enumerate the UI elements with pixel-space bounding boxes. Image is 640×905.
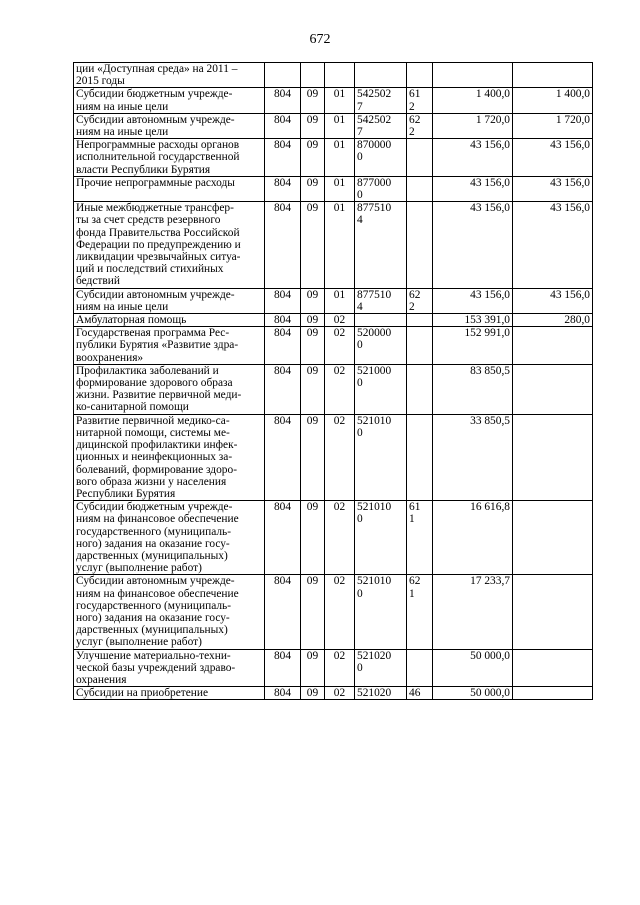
section-code-cell: 09 (301, 176, 325, 201)
table-row (74, 63, 593, 88)
ministry-code-cell: 804 (265, 314, 301, 327)
expense-type-cell: 61 1 (407, 501, 433, 575)
amount-federal-cell (513, 687, 593, 700)
budget-table (73, 62, 593, 700)
table-row (74, 202, 593, 288)
ministry-code-cell: 804 (265, 113, 301, 138)
section-code-cell: 09 (301, 139, 325, 177)
amount-federal-cell: 43 156,0 (513, 202, 593, 288)
target-article-cell: 521020 0 (355, 649, 407, 687)
amount-federal-cell (513, 649, 593, 687)
subsection-code-cell: 02 (325, 314, 355, 327)
expense-name-cell: Развитие первичной медико-са- нитарной помощи, системы ме- дицинской профилактики инфек- ционных и неинфекционных за- болеваний, формирование здоро- вого образа жизни у населения Республики Бурятия (74, 414, 265, 500)
amount-federal-cell (513, 63, 593, 88)
expense-type-cell (407, 327, 433, 365)
expense-name-cell: Субсидии автономным учрежде- ниям на финансовое обеспечение государственного (муниципаль- ного) задания на оказание госу- дарственных (муниципальных) услуг (выполнение работ) (74, 575, 265, 649)
section-code-cell: 09 (301, 501, 325, 575)
subsection-code-cell: 01 (325, 88, 355, 113)
section-code-cell: 09 (301, 88, 325, 113)
section-code-cell: 09 (301, 575, 325, 649)
amount-total-cell: 1 720,0 (433, 113, 513, 138)
target-article-cell: 877000 0 (355, 176, 407, 201)
amount-federal-cell (513, 364, 593, 414)
expense-type-cell (407, 176, 433, 201)
ministry-code-cell: 804 (265, 139, 301, 177)
subsection-code-cell: 02 (325, 649, 355, 687)
expense-name-cell: Субсидии автономным учрежде- ниям на иные цели (74, 113, 265, 138)
ministry-code-cell: 804 (265, 202, 301, 288)
expense-name-cell: Субсидии на приобретение (74, 687, 265, 700)
target-article-cell: 521000 0 (355, 364, 407, 414)
ministry-code-cell: 804 (265, 575, 301, 649)
target-article-cell: 521010 0 (355, 414, 407, 500)
expense-name-cell: Профилактика заболеваний и формирование здорового образа жизни. Развитие первичной меди- ко-санитарной помощи (74, 364, 265, 414)
subsection-code-cell: 02 (325, 501, 355, 575)
budget-table-body (74, 63, 593, 700)
amount-total-cell: 43 156,0 (433, 139, 513, 177)
subsection-code-cell: 02 (325, 414, 355, 500)
ministry-code-cell (265, 63, 301, 88)
section-code-cell: 09 (301, 649, 325, 687)
subsection-code-cell: 01 (325, 139, 355, 177)
amount-total-cell: 1 400,0 (433, 88, 513, 113)
expense-type-cell (407, 139, 433, 177)
subsection-code-cell: 02 (325, 364, 355, 414)
target-article-cell: 521020 (355, 687, 407, 700)
expense-type-cell (407, 414, 433, 500)
amount-total-cell: 50 000,0 (433, 687, 513, 700)
amount-total-cell (433, 63, 513, 88)
amount-federal-cell: 43 156,0 (513, 176, 593, 201)
table-row (74, 288, 593, 313)
expense-name-cell: Улучшение материально-техни- ческой базы учреждений здраво- охранения (74, 649, 265, 687)
expense-name-cell: Прочие непрограммные расходы (74, 176, 265, 201)
amount-federal-cell (513, 327, 593, 365)
expense-type-cell: 46 (407, 687, 433, 700)
table-row (74, 414, 593, 500)
table-row (74, 687, 593, 700)
target-article-cell (355, 63, 407, 88)
expense-name-cell: Иные межбюджетные трансфер- ты за счет средств резервного фонда Правительства Российской Федерации по предупреждению и ликвидации чрезвычайных ситуа- ций и последствий стихийных бедствий (74, 202, 265, 288)
expense-name-cell: Субсидии бюджетным учрежде- ниям на финансовое обеспечение государственного (муниципаль- ного) задания на оказание госу- дарственных (муниципальных) услуг (выполнение работ) (74, 501, 265, 575)
ministry-code-cell: 804 (265, 88, 301, 113)
amount-total-cell: 153 391,0 (433, 314, 513, 327)
section-code-cell: 09 (301, 113, 325, 138)
amount-total-cell: 33 850,5 (433, 414, 513, 500)
section-code-cell: 09 (301, 314, 325, 327)
ministry-code-cell: 804 (265, 364, 301, 414)
table-row (74, 364, 593, 414)
section-code-cell (301, 63, 325, 88)
expense-type-cell: 62 2 (407, 288, 433, 313)
ministry-code-cell: 804 (265, 414, 301, 500)
amount-federal-cell: 43 156,0 (513, 288, 593, 313)
amount-federal-cell: 43 156,0 (513, 139, 593, 177)
target-article-cell: 520000 0 (355, 327, 407, 365)
ministry-code-cell: 804 (265, 288, 301, 313)
ministry-code-cell: 804 (265, 649, 301, 687)
table-row (74, 575, 593, 649)
expense-type-cell (407, 63, 433, 88)
subsection-code-cell: 01 (325, 176, 355, 201)
amount-federal-cell: 280,0 (513, 314, 593, 327)
expense-type-cell: 62 1 (407, 575, 433, 649)
amount-total-cell: 43 156,0 (433, 176, 513, 201)
amount-federal-cell: 1 720,0 (513, 113, 593, 138)
amount-total-cell: 83 850,5 (433, 364, 513, 414)
page-number: 672 (309, 32, 331, 47)
section-code-cell: 09 (301, 288, 325, 313)
expense-type-cell (407, 314, 433, 327)
expense-name-cell: Субсидии автономным учрежде- ниям на иные цели (74, 288, 265, 313)
expense-name-cell: ции «Доступная среда» на 2011 – 2015 годы (74, 63, 265, 88)
expense-name-cell: Государственая программа Рес- публики Бурятия «Развитие здра- воохранения» (74, 327, 265, 365)
expense-type-cell (407, 649, 433, 687)
subsection-code-cell: 02 (325, 575, 355, 649)
table-row (74, 176, 593, 201)
table-row (74, 314, 593, 327)
target-article-cell: 877510 4 (355, 288, 407, 313)
amount-total-cell: 16 616,8 (433, 501, 513, 575)
subsection-code-cell: 02 (325, 687, 355, 700)
table-row (74, 113, 593, 138)
amount-federal-cell (513, 414, 593, 500)
subsection-code-cell (325, 63, 355, 88)
expense-name-cell: Субсидии бюджетным учрежде- ниям на иные цели (74, 88, 265, 113)
amount-total-cell: 43 156,0 (433, 288, 513, 313)
expense-type-cell (407, 202, 433, 288)
ministry-code-cell: 804 (265, 327, 301, 365)
target-article-cell: 542502 7 (355, 88, 407, 113)
subsection-code-cell: 02 (325, 327, 355, 365)
section-code-cell: 09 (301, 687, 325, 700)
table-row (74, 327, 593, 365)
table-row (74, 649, 593, 687)
amount-federal-cell (513, 575, 593, 649)
ministry-code-cell: 804 (265, 501, 301, 575)
section-code-cell: 09 (301, 364, 325, 414)
expense-type-cell: 62 2 (407, 113, 433, 138)
target-article-cell: 877510 4 (355, 202, 407, 288)
amount-federal-cell (513, 501, 593, 575)
target-article-cell: 870000 0 (355, 139, 407, 177)
subsection-code-cell: 01 (325, 288, 355, 313)
ministry-code-cell: 804 (265, 176, 301, 201)
ministry-code-cell: 804 (265, 687, 301, 700)
amount-total-cell: 152 991,0 (433, 327, 513, 365)
target-article-cell: 521010 0 (355, 575, 407, 649)
table-row (74, 139, 593, 177)
amount-total-cell: 43 156,0 (433, 202, 513, 288)
target-article-cell (355, 314, 407, 327)
expense-type-cell (407, 364, 433, 414)
target-article-cell: 521010 0 (355, 501, 407, 575)
subsection-code-cell: 01 (325, 202, 355, 288)
section-code-cell: 09 (301, 414, 325, 500)
amount-total-cell: 17 233,7 (433, 575, 513, 649)
amount-federal-cell: 1 400,0 (513, 88, 593, 113)
target-article-cell: 542502 7 (355, 113, 407, 138)
amount-total-cell: 50 000,0 (433, 649, 513, 687)
section-code-cell: 09 (301, 327, 325, 365)
subsection-code-cell: 01 (325, 113, 355, 138)
table-row (74, 88, 593, 113)
section-code-cell: 09 (301, 202, 325, 288)
table-row (74, 501, 593, 575)
expense-name-cell: Амбулаторная помощь (74, 314, 265, 327)
expense-name-cell: Непрограммные расходы органов исполнительной государственной власти Республики Бурятия (74, 139, 265, 177)
expense-type-cell: 61 2 (407, 88, 433, 113)
